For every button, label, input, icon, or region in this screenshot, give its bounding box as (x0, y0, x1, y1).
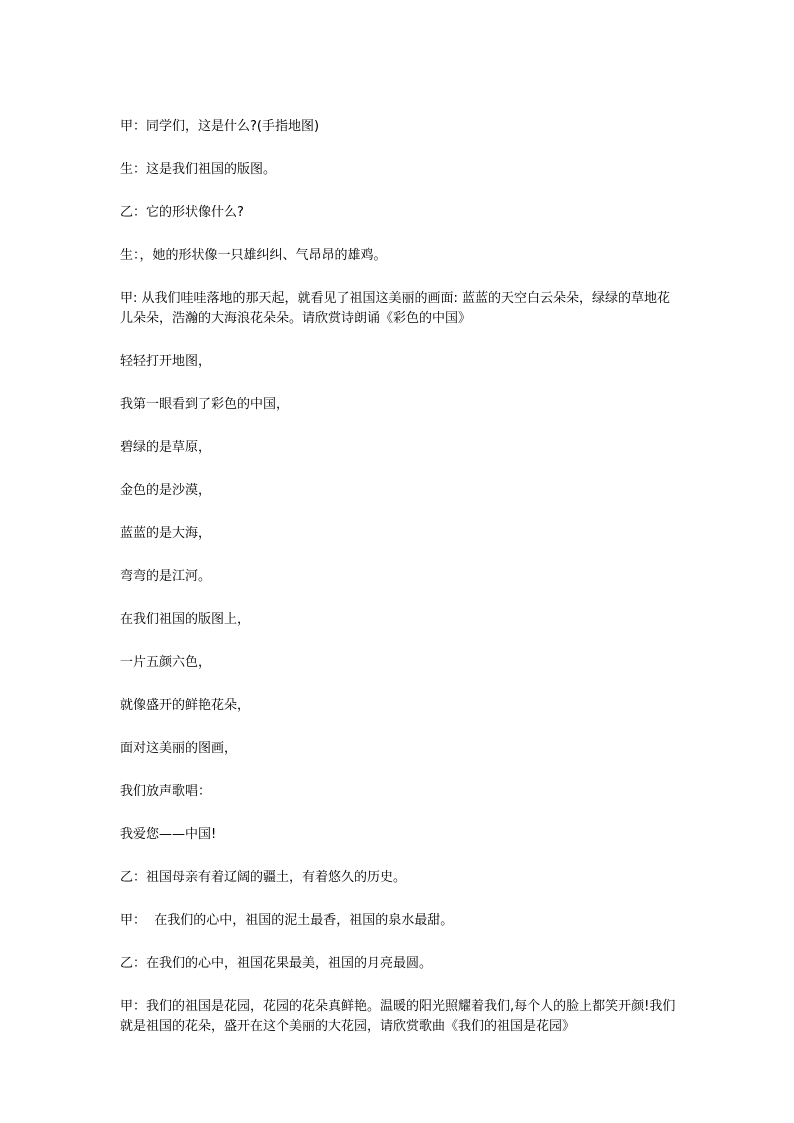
poem-line-4: 金色的是沙漠， (120, 483, 212, 498)
paragraph-8: 乙：在我们的心中，祖国花果最美，祖国的月亮最圆。 (120, 956, 433, 971)
poem-line-10: 面对这美丽的图画， (120, 741, 238, 756)
paragraph-2: 生：这是我们祖国的版图。 (120, 162, 277, 177)
poem-line-9: 就像盛开的鲜艳花朵， (120, 698, 251, 713)
poem-line-1: 轻轻打开地图， (120, 354, 212, 369)
paragraph-9: 甲：我们的祖国是花园，花园的花朵真鲜艳。温暖的阳光照耀着我们,每个人的脸上都笑开颜!我们就是祖国的花朵，盛开在这个美丽的大花园，请欣赏歌曲《我们的祖国是花园》 (120, 999, 676, 1034)
paragraph-7: 甲： 在我们的心中，祖国的泥土最香，祖国的泉水最甜。 (120, 913, 454, 928)
poem-line-2: 我第一眼看到了彩色的中国， (120, 397, 290, 412)
poem-line-3: 碧绿的是草原， (120, 440, 212, 455)
paragraph-3: 乙：它的形状像什么? (120, 205, 244, 220)
poem-line-7: 在我们祖国的版图上， (120, 612, 251, 627)
poem-line-12: 我爱您——中国! (120, 827, 217, 842)
paragraph-1: 甲：同学们，这是什么?(手指地图) (120, 119, 320, 134)
poem-line-6: 弯弯的是江河。 (120, 569, 212, 584)
poem-line-8: 一片五颜六色， (120, 655, 212, 670)
paragraph-4: 生：，她的形状像一只雄纠纠、气昂昂的雄鸡。 (120, 248, 387, 263)
poem-line-11: 我们放声歌唱： (120, 784, 212, 799)
document-body (120, 117, 680, 1060)
paragraph-5: 甲: 从我们哇哇落地的那天起，就看见了祖国这美丽的画面: 蓝蓝的天空白云朵朵，绿绿的草地花儿朵朵，浩瀚的大海浪花朵朵。请欣赏诗朗诵《彩色的中国》 (120, 291, 671, 326)
paragraph-6: 乙：祖国母亲有着辽阔的疆土，有着悠久的历史。 (120, 870, 407, 885)
poem-line-5: 蓝蓝的是大海， (120, 526, 212, 541)
